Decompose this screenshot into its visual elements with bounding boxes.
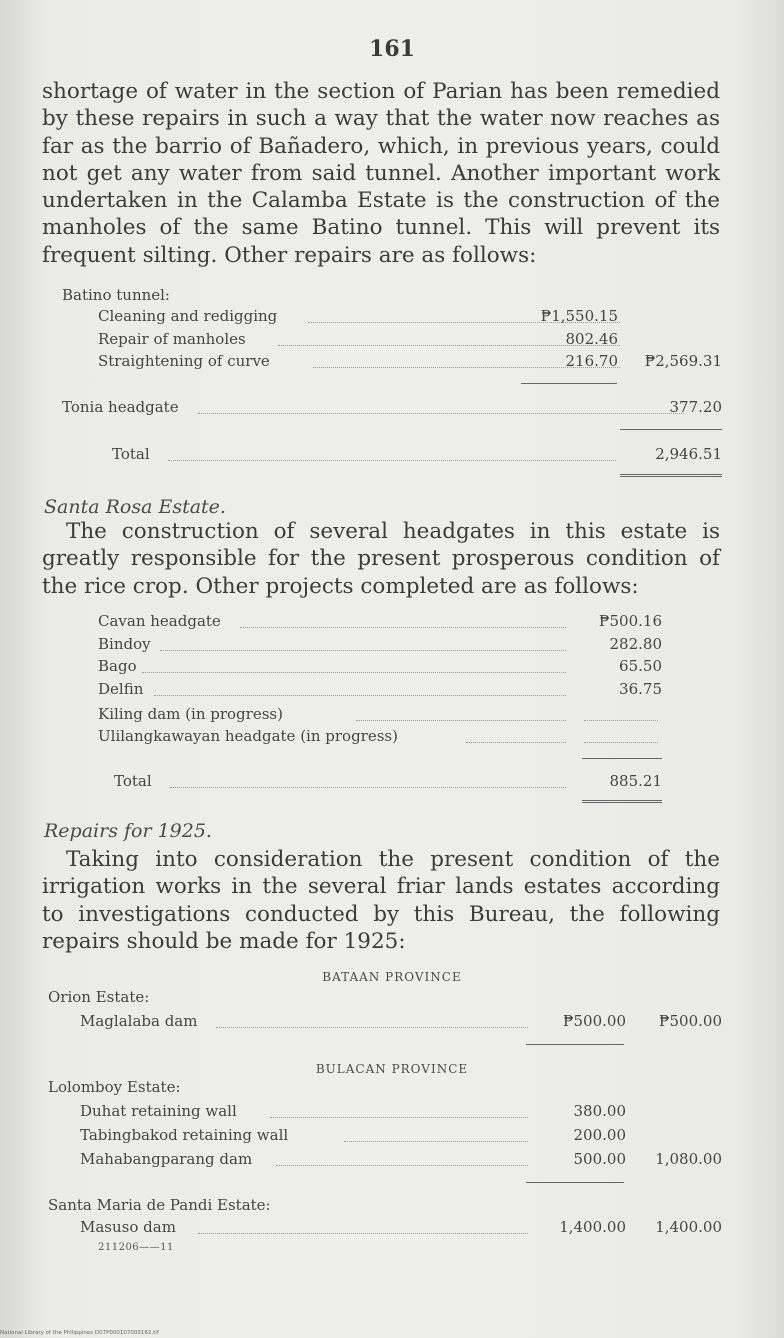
row-amount: 216.70: [565, 352, 618, 370]
total-label: Total: [112, 445, 150, 463]
row-label: Straightening of curve: [98, 352, 270, 370]
table-row: [80, 1102, 724, 1124]
paragraph-repairs-1925: Taking into consideration the present condition of the irrigation works in the several friar lands estates according to investigations conducted by this Bureau, the following repairs should be made for 1925:: [42, 847, 720, 954]
row-label: Bindoy: [98, 635, 151, 653]
tonia-headgate-label: Tonia headgate: [62, 398, 179, 416]
estate-label-santa-maria-de-pandi: Santa Maria de Pandi Estate:: [48, 1196, 271, 1214]
printer-code: 211206——11: [98, 1242, 174, 1253]
tonia-headgate-amount: 377.20: [669, 398, 722, 416]
table-row: [62, 398, 724, 420]
row-label: Repair of manholes: [98, 330, 246, 348]
row-subtotal: 1,080.00: [655, 1150, 722, 1168]
row-label: Ulilangkawayan headgate (in progress): [98, 727, 398, 745]
total-amount: 885.21: [609, 772, 662, 790]
estate-label-orion: Orion Estate:: [48, 988, 150, 1006]
row-amount: 282.80: [609, 635, 662, 653]
table-row: [80, 1126, 724, 1148]
row-amount: ₱1,550.15: [540, 307, 618, 325]
sum-rule: [582, 758, 662, 759]
total-amount: 2,946.51: [655, 445, 722, 463]
table-row: [80, 1012, 724, 1034]
table-row: [98, 657, 664, 679]
table-row: [114, 772, 664, 794]
batino-tunnel-label: Batino tunnel:: [62, 286, 170, 304]
paragraph-santa-rosa: The construction of several headgates in this estate is greatly responsible for the present prosperous condition of the rice crop. Other projects completed are as follows:: [42, 519, 720, 599]
sum-rule: [620, 429, 722, 430]
sum-rule: [526, 1044, 624, 1045]
table-row: [80, 1150, 724, 1172]
row-amount: 802.46: [565, 330, 618, 348]
row-amount: 200.00: [573, 1126, 626, 1144]
row-label: Mahabangparang dam: [80, 1150, 253, 1168]
table-row: [98, 352, 724, 374]
estate-label-lolomboy: Lolomboy Estate:: [48, 1078, 181, 1096]
row-amount: 380.00: [573, 1102, 626, 1120]
row-label: Maglalaba dam: [80, 1012, 198, 1030]
sum-rule: [521, 383, 617, 384]
row-label: Cavan headgate: [98, 612, 221, 630]
table-row: [98, 705, 664, 727]
row-subtotal: ₱2,569.31: [644, 352, 722, 370]
sum-rule: [526, 1182, 624, 1183]
row-label: Cleaning and redigging: [98, 307, 278, 325]
total-label: Total: [114, 772, 152, 790]
table-row: [98, 330, 724, 352]
table-row: [98, 612, 664, 634]
row-subtotal: ₱500.00: [658, 1012, 722, 1030]
table-row: [112, 445, 724, 467]
row-amount: 1,400.00: [559, 1218, 626, 1236]
row-label: Duhat retaining wall: [80, 1102, 237, 1120]
total-double-rule: [582, 800, 662, 803]
row-label: Tabingbakod retaining wall: [80, 1126, 289, 1144]
total-double-rule: [620, 474, 722, 477]
scan-credit: National Library of the Philippines D07P000107000162.tif: [0, 1330, 159, 1336]
row-amount: ₱500.00: [562, 1012, 626, 1030]
row-label: Delfin: [98, 680, 144, 698]
row-amount: 500.00: [573, 1150, 626, 1168]
row-label: Kiling dam (in progress): [98, 705, 283, 723]
row-amount: ₱500.16: [598, 612, 662, 630]
table-row: [98, 307, 724, 329]
row-subtotal: 1,400.00: [655, 1218, 722, 1236]
row-amount: 36.75: [619, 680, 662, 698]
province-heading-bulacan: BULACAN PROVINCE: [315, 1062, 469, 1076]
row-label: Masuso dam: [80, 1218, 176, 1236]
section-heading-repairs-1925: Repairs for 1925.: [44, 820, 212, 842]
row-label: Bago: [98, 657, 137, 675]
table-row: [98, 635, 664, 657]
page-number: 161: [369, 36, 415, 62]
table-row: [98, 727, 664, 749]
table-row: [98, 680, 664, 702]
table-row: [80, 1218, 724, 1240]
paragraph-intro: shortage of water in the section of Parian has been remedied by these repairs in such a way that the water now reaches as far as the barrio of Bañadero, which, in previous years, could not get any water from said tunnel. Another important work undertaken in the Calamba Estate is the construction of the manholes of the same Batino tunnel. This will prevent its frequent silting. Other repairs are as follows:: [42, 79, 720, 268]
province-heading-bataan: BATAAN PROVINCE: [322, 970, 462, 984]
section-heading-santa-rosa: Santa Rosa Estate.: [44, 496, 226, 518]
row-amount: 65.50: [619, 657, 662, 675]
